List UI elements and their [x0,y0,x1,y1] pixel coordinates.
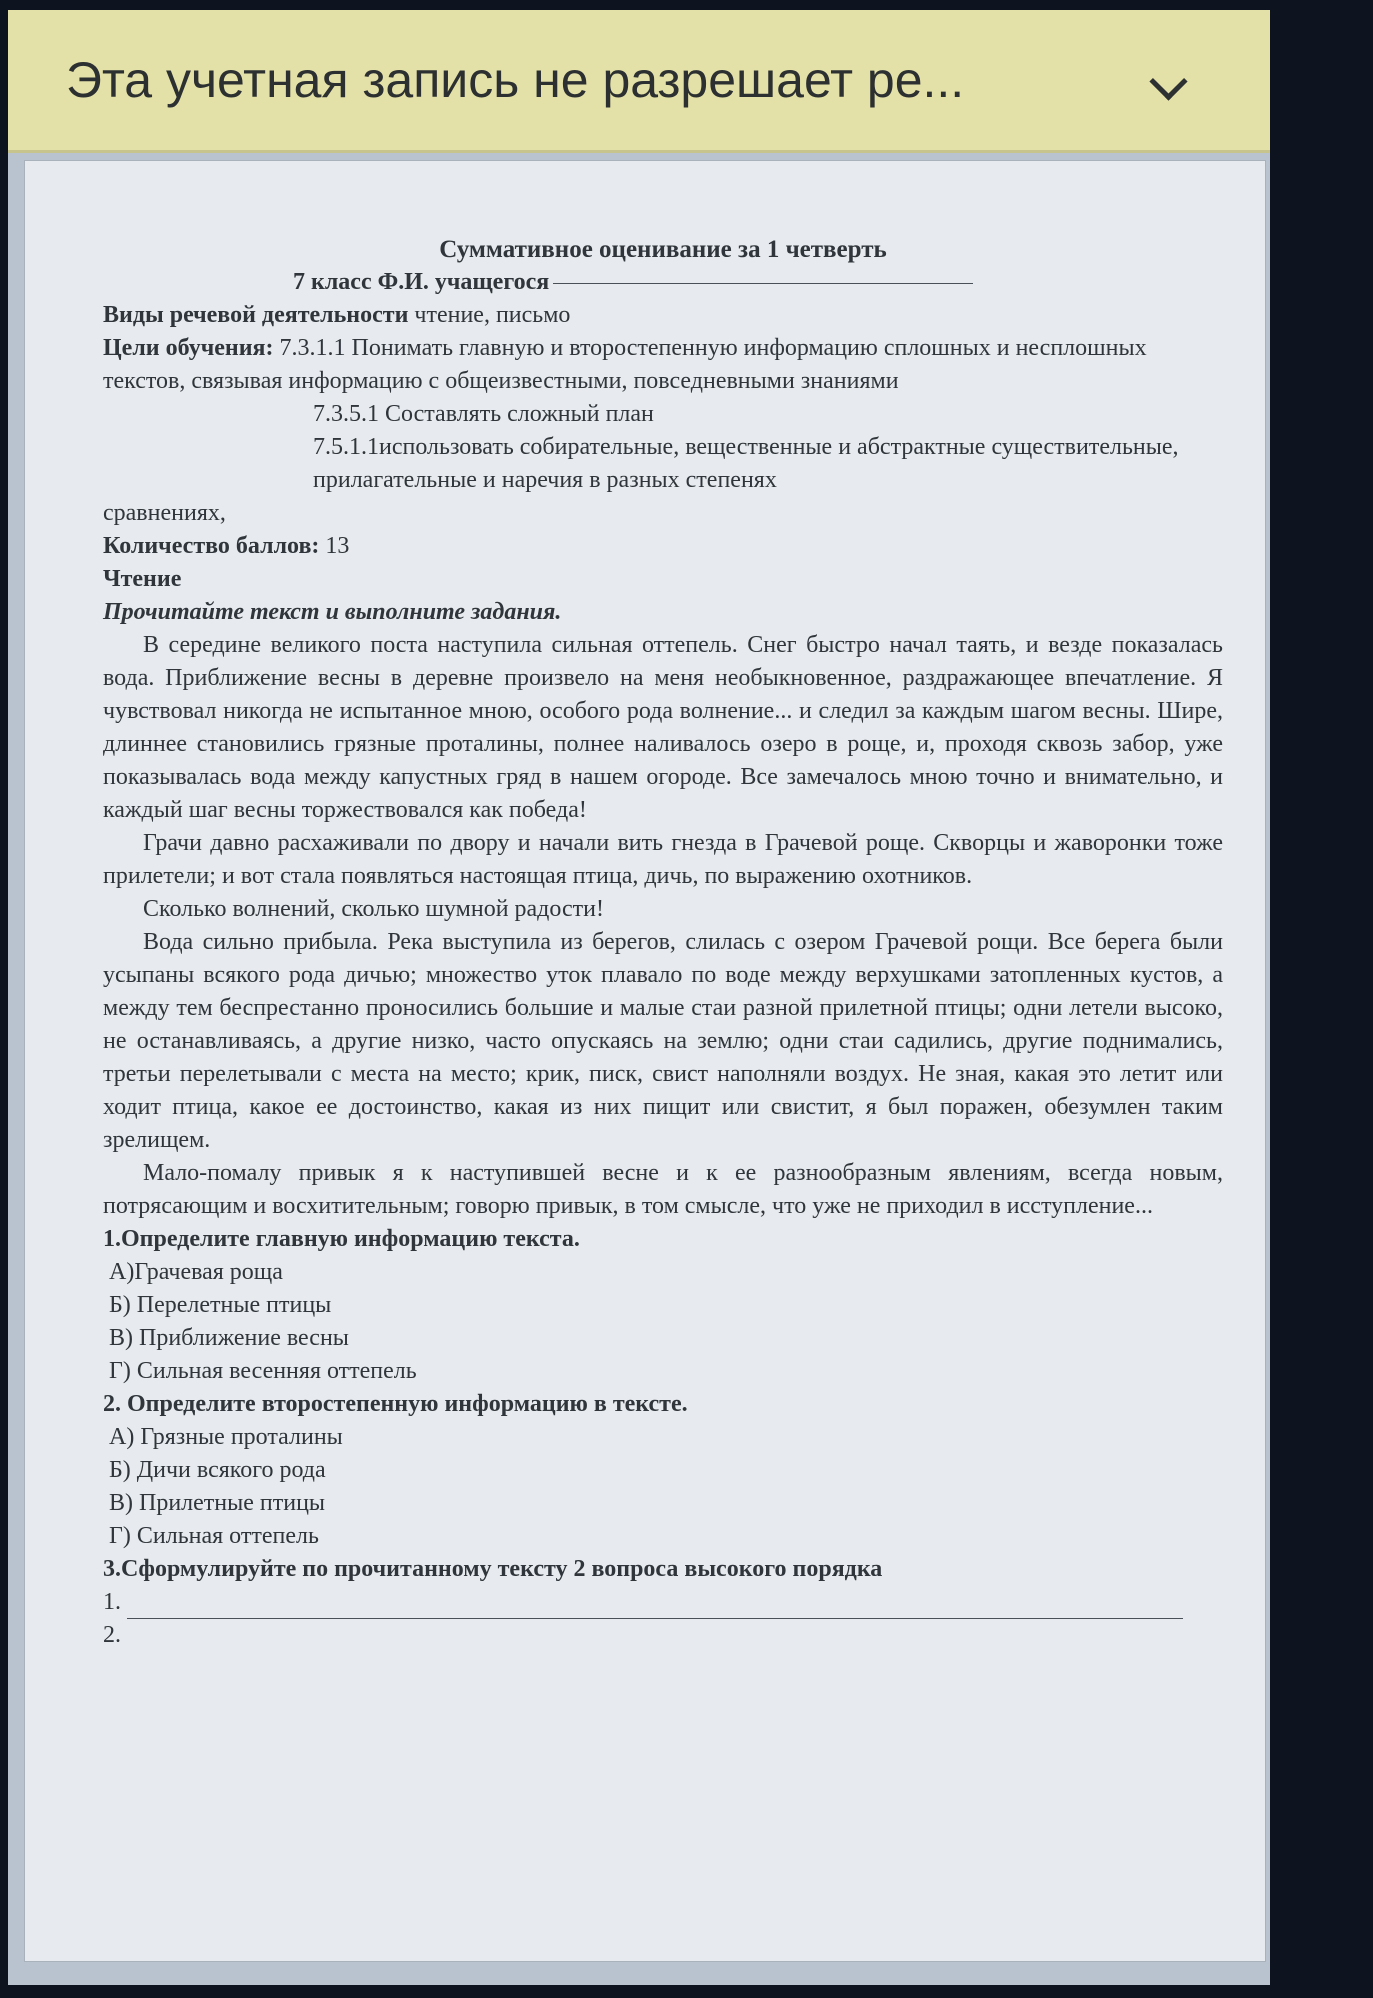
goals-label: Цели обучения: [103,335,274,361]
document-subtitle [293,266,1223,299]
q1-option: А)Грачевая роща [109,1259,283,1285]
goal-1: 7.3.1.1 Понимать главную и второстепенную информацию сплошных и несплошных текстов, связывая информацию с общеизвестными, повседневными знаниями [103,335,1147,394]
text-paragraph: Вода сильно прибыла. Река выступила из берегов, слилась с озером Грачевой рощи. Все берега были усыпаны всякого рода дичью; множество уток плавало по воде между верхушками затопленных кустов, а между тем беспрестанно проносились большие и малые стаи разной прилетной птицы; одни летели высоко, не останавливаясь, а другие низко, часто опускаясь на землю; одни стаи садились, другие поднимались, третьи перелетывали с места на место; крик, писк, свист наполняли воздух. Не зная, какая это летит или ходит птица, какое ее достоинство, какая из них пищит или свистит, я был поражен, обезумлен таким зрелищем. [103,929,1223,1153]
goal-3-tail: сравнениях, [103,500,226,526]
document-page [24,160,1266,1962]
score-row [103,530,1223,563]
q2-option: В) Прилетные птицы [109,1490,326,1516]
q1-option: Г) Сильная весенняя оттепель [109,1358,417,1384]
answer-line-2 [103,1619,1223,1652]
q2-option: Б) Дичи всякого рода [109,1457,326,1483]
answer-number: 1. [103,1589,121,1615]
activities-row [103,299,1223,332]
q2-option: А) Грязные проталины [109,1424,343,1450]
answer-number: 2. [103,1622,121,1648]
q2-option: Г) Сильная оттепель [109,1523,319,1549]
activities-label: Виды речевой деятельности [103,302,409,328]
reading-instruction: Прочитайте текст и выполните задания. [103,599,562,625]
subtitle-text: 7 класс Ф.И. учащегося [293,269,550,295]
document-title: Суммативное оценивание за 1 четверть [439,236,887,263]
section-heading: Чтение [103,566,182,592]
score-label: Количество баллов: [103,533,320,559]
document-body [103,233,1223,1652]
question-2: 2. Определите второстепенную информацию в тексте. [103,1391,688,1417]
answer-line-1 [103,1586,1223,1619]
account-warning-banner[interactable] [8,10,1270,153]
activities-value: чтение, письмо [414,302,571,328]
text-paragraph: В середине великого поста наступила сильная оттепель. Снег быстро начал таять, и везде показалась вода. Приближение весны в деревне произвело на меня необыкновенное, раздражающее впечатление. Я чувствовал никогда не испытанное мною, особого рода волнение... и следил за каждым шагом весны. Шире, длиннее становились грязные проталины, полнее наливалось озеро в роще, и, проходя сквозь забор, уже показывалась вода между капустных гряд в нашем огороде. Все замечалось мною точно и внимательно, и каждый шаг весны торжествовался как победа! [103,632,1223,823]
banner-message: Эта учетная запись не разрешает ре... [66,52,965,108]
question-3: 3.Сформулируйте по прочитанному тексту 2 вопроса высокого порядка [103,1556,883,1582]
goal-3: 7.5.1.1использовать собирательные, вещественные и абстрактные существительные, прилагательные и наречия в разных степенях [313,434,1179,493]
chevron-down-icon[interactable] [1149,62,1187,100]
name-blank-line [553,283,973,284]
score-value: 13 [325,533,350,559]
goal-2: 7.3.5.1 Составлять сложный план [313,401,654,427]
answer-rule [127,1596,1183,1619]
text-paragraph: Сколько волнений, сколько шумной радости! [143,896,604,922]
device-screen [8,10,1270,1985]
question-1: 1.Определите главную информацию текста. [103,1226,580,1252]
text-paragraph: Мало-помалу привык я к наступившей весне и к ее разнообразным явлениям, всегда новым, потрясающим и восхитительным; говорю привык, в том смысле, что уже не приходил в исступление... [103,1160,1223,1219]
goals-block [103,332,1223,398]
q1-option: Б) Перелетные птицы [109,1292,332,1318]
q1-option: В) Приближение весны [109,1325,349,1351]
text-paragraph: Грачи давно расхаживали по двору и начали вить гнезда в Грачевой роще. Скворцы и жаворонки тоже прилетели; и вот стала появляться настоящая птица, дичь, по выражению охотников. [103,830,1223,889]
